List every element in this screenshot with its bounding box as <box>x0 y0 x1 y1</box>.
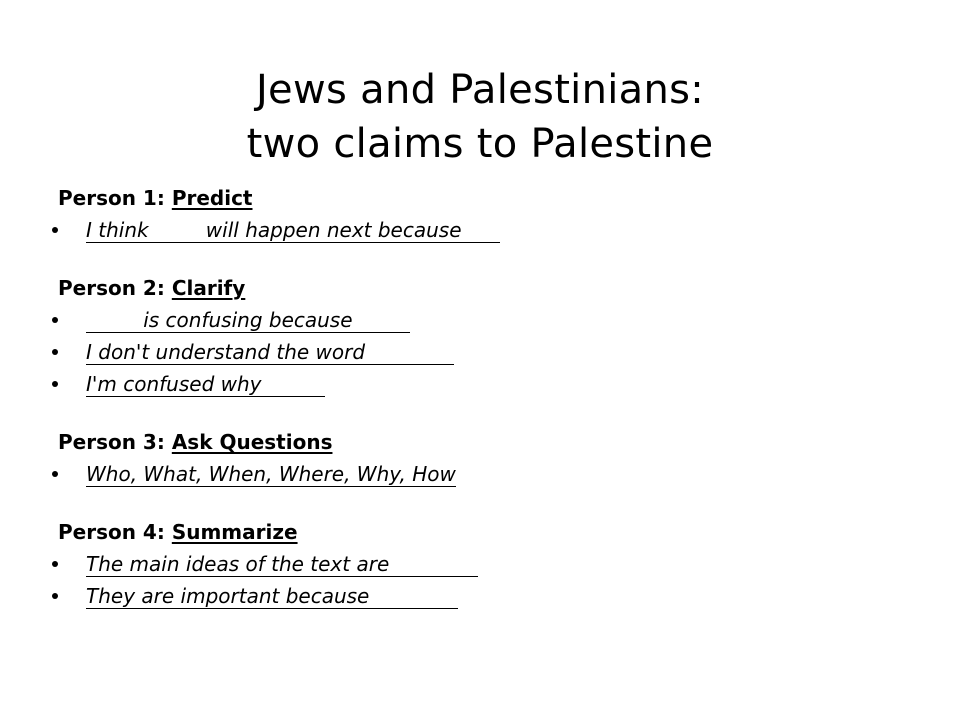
sentence-starter: I don't understand the word <box>86 340 455 364</box>
sentence-starter: The main ideas of the text are <box>86 552 479 576</box>
title-line-1: Jews and Palestinians: <box>255 66 705 113</box>
section-heading <box>52 272 912 304</box>
bullet-item <box>52 304 912 336</box>
bullet-item <box>52 580 912 612</box>
role-label: Predict <box>171 186 253 210</box>
sentence-starter: Who, What, When, Where, Why, How <box>86 462 456 486</box>
bullet-item <box>52 214 912 246</box>
role-label: Summarize <box>171 520 298 544</box>
person-label: Person 2: <box>58 276 172 300</box>
sentence-starter: I think will happen next because <box>86 218 500 242</box>
bullet-list <box>52 458 912 490</box>
person-label: Person 4: <box>58 520 172 544</box>
sentence-starter: They are important because <box>86 584 459 608</box>
sentence-starter: is confusing because <box>86 308 410 332</box>
bullet-item <box>52 368 912 400</box>
section-person-2 <box>52 272 912 400</box>
section-heading <box>52 426 912 458</box>
section-heading <box>52 516 912 548</box>
role-label: Ask Questions <box>171 430 333 454</box>
section-person-1 <box>52 182 912 246</box>
slide-content <box>52 182 912 638</box>
bullet-item <box>52 458 912 490</box>
bullet-list <box>52 304 912 400</box>
section-person-3 <box>52 426 912 490</box>
bullet-list <box>52 548 912 612</box>
bullet-item <box>52 336 912 368</box>
section-person-4 <box>52 516 912 612</box>
role-label: Clarify <box>171 276 246 300</box>
slide-title <box>0 63 960 171</box>
person-label: Person 1: <box>58 186 172 210</box>
sentence-starter: I'm confused why <box>86 372 326 396</box>
person-label: Person 3: <box>58 430 172 454</box>
bullet-list <box>52 214 912 246</box>
section-heading <box>52 182 912 214</box>
title-line-2: two claims to Palestine <box>246 120 714 167</box>
bullet-item <box>52 548 912 580</box>
